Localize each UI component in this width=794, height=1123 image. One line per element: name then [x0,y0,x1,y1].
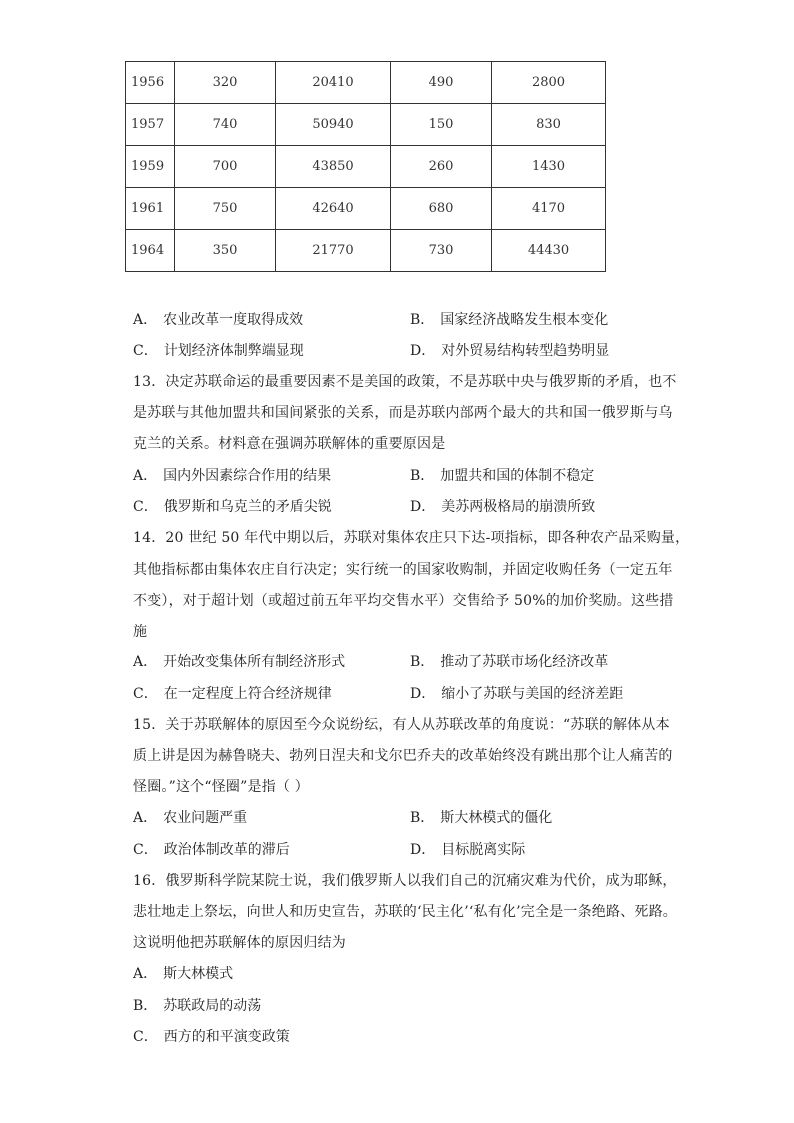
q15-option-d[interactable] [410,840,525,860]
option-text: 农业问题严重 [163,810,248,826]
table-cell: 1430 [492,146,606,188]
q15-stem-line: 质上讲是因为赫鲁晓夫、勃列日涅夫和戈尔巴乔夫的改革始终没有跳出那个让人痛苦的 [133,748,673,764]
q14-stem-line: 14．20 世纪 50 年代中期以后，苏联对集体农庄只下达-项指标，即各种农产品采购量， [133,530,690,546]
table-cell: 43850 [276,146,391,188]
option-text: 目标脱离实际 [441,842,526,858]
q14-option-d[interactable] [410,684,623,704]
option-label: B． [410,810,435,826]
option-text: 缩小了苏联与美国的经济差距 [441,686,624,702]
option-label: C． [133,1029,158,1045]
table-cell: 700 [175,146,276,188]
table-cell: 1964 [126,230,175,272]
option-label: B． [410,312,435,328]
option-label: B． [410,654,435,670]
option-text: 政治体制改革的滞后 [163,842,290,858]
table-row [126,104,606,146]
table-cell: 490 [391,62,492,104]
table-cell: 42640 [276,188,391,230]
q12-option-d[interactable] [410,341,609,361]
option-text: 国内外因素综合作用的结果 [163,468,332,484]
q13-option-b[interactable] [410,466,594,486]
option-text: 开始改变集体所有制经济形式 [163,654,346,670]
q14-option-c[interactable] [133,684,332,704]
option-label: C． [133,842,158,858]
option-label: C． [133,499,158,515]
q15-option-c[interactable] [133,840,290,860]
q15-option-a[interactable] [133,808,247,828]
table-row [126,146,606,188]
table-cell: 2800 [492,62,606,104]
trade-data-table [125,61,606,272]
option-label: D． [410,686,436,702]
table-cell: 740 [175,104,276,146]
table-cell: 4170 [492,188,606,230]
q16-option-a[interactable] [133,964,233,984]
option-text: 斯大林模式的僵化 [440,810,553,826]
table-cell: 260 [391,146,492,188]
q13-option-d[interactable] [410,497,595,517]
table-row [126,62,606,104]
q12-option-a[interactable] [133,310,303,330]
option-text: 对外贸易结构转型趋势明显 [441,343,610,359]
option-label: A． [133,312,158,328]
table-cell: 350 [175,230,276,272]
table-cell: 20410 [276,62,391,104]
q15-option-b[interactable] [410,808,552,828]
q15-stem-line: 15．关于苏联解体的原因至今众说纷纭，有人从苏联改革的角度说：“苏联的解体从本 [133,717,670,733]
q14-stem-line: 施 [133,624,148,640]
option-text: 斯大林模式 [163,966,234,982]
table-cell: 21770 [276,230,391,272]
table-cell: 150 [391,104,492,146]
q14-option-b[interactable] [410,652,608,672]
table-row [126,188,606,230]
option-text: 西方的和平演变政策 [163,1029,290,1045]
q16-option-c[interactable] [133,1027,290,1047]
q16-option-b[interactable] [133,996,261,1016]
option-text: 在一定程度上符合经济规律 [163,686,332,702]
option-text: 美苏两极格局的崩溃所致 [441,499,596,515]
q16-stem-line: 16．俄罗斯科学院某院士说，我们俄罗斯人以我们自己的沉痛灾难为代价，成为耶稣， [133,873,677,889]
q13-stem-line: 克兰的关系。材料意在强调苏联解体的重要原因是 [133,436,446,452]
option-text: 俄罗斯和乌克兰的矛盾尖锐 [163,499,332,515]
option-text: 农业改革一度取得成效 [163,312,304,328]
q15-stem-line: 怪圈。”这个“怪圈”是指（ ） [133,779,309,795]
option-label: A． [133,468,158,484]
option-label: A． [133,810,158,826]
table-cell: 680 [391,188,492,230]
table-cell: 1961 [126,188,175,230]
option-label: B． [133,998,158,1014]
option-label: A． [133,654,158,670]
option-text: 加盟共和国的体制不稳定 [440,468,595,484]
table-cell: 1959 [126,146,175,188]
table-cell: 50940 [276,104,391,146]
option-label: C． [133,343,158,359]
option-text: 苏联政局的动荡 [163,998,262,1014]
q14-stem-line: 不变），对于超计划（或超过前五年平均交售水平）交售给予 50%的加价奖励。这些措 [133,593,674,609]
option-label: D． [410,499,436,515]
option-label: C． [133,686,158,702]
q14-stem-line: 其他指标都由集体农庄自行决定；实行统一的国家收购制，并固定收购任务（一定五年 [133,562,673,578]
option-text: 计划经济体制弊端显现 [163,343,304,359]
q13-stem-line: 是苏联与其他加盟共和国间紧张的关系，而是苏联内部两个最大的共和国一俄罗斯与乌 [133,405,673,421]
option-label: B． [410,468,435,484]
table-cell: 44430 [492,230,606,272]
table-row [126,230,606,272]
q12-option-c[interactable] [133,341,304,361]
option-text: 国家经济战略发生根本变化 [440,312,609,328]
table-cell: 320 [175,62,276,104]
table-cell: 1957 [126,104,175,146]
q14-option-a[interactable] [133,652,345,672]
table-cell: 1956 [126,62,175,104]
q13-option-a[interactable] [133,466,331,486]
option-label: D． [410,343,436,359]
table-cell: 750 [175,188,276,230]
q16-stem-line: 这说明他把苏联解体的原因归结为 [133,935,346,951]
option-text: 推动了苏联市场化经济改革 [440,654,609,670]
option-label: A． [133,966,158,982]
q13-option-c[interactable] [133,497,332,517]
table-cell: 730 [391,230,492,272]
table-cell: 830 [492,104,606,146]
option-label: D． [410,842,436,858]
q13-stem-line: 13．决定苏联命运的最重要因素不是美国的政策，不是苏联中央与俄罗斯的矛盾，也不 [133,374,677,390]
q16-stem-line: 悲壮地走上祭坛，向世人和历史宣告，苏联的‘民主化’‘私有化’完全是一条绝路、死路。 [133,904,677,920]
q12-option-b[interactable] [410,310,608,330]
